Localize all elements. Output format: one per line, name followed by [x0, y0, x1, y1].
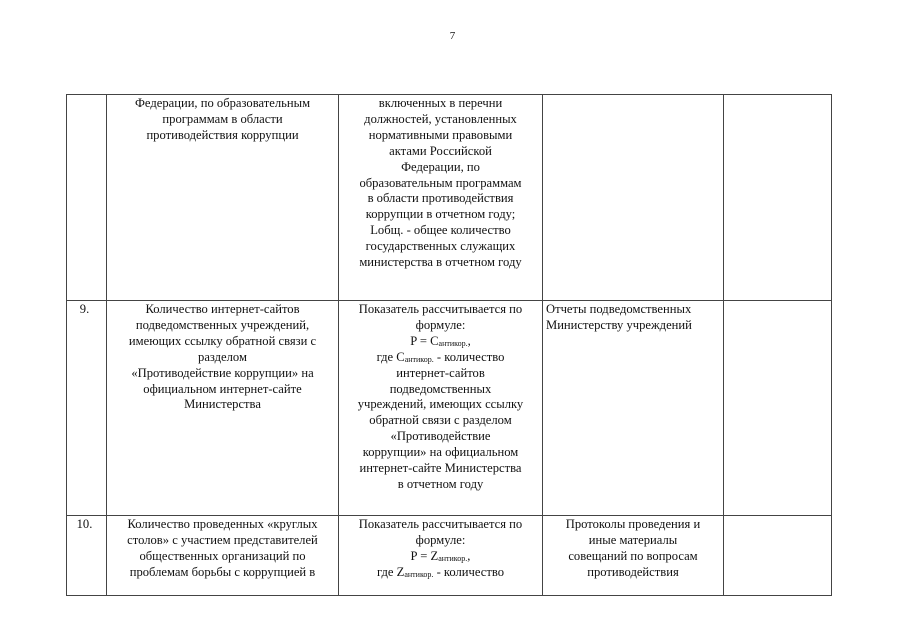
indicator-line: имеющих ссылку обратной связи с — [128, 333, 317, 348]
method-where — [342, 350, 539, 366]
where-subscript: антикор. — [404, 354, 434, 364]
row-number: 10. — [67, 516, 107, 596]
indicator-line: подведомственных учреждений, — [135, 317, 310, 332]
indicator-line: «Противодействие коррупции» на — [131, 365, 314, 380]
formula-suffix: , — [467, 333, 471, 348]
indicator-line: Федерации, по образовательным — [134, 96, 311, 110]
method-line: коррупции в отчетном году; — [365, 207, 516, 222]
indicator-cell — [107, 95, 339, 301]
page-number: 7 — [449, 30, 456, 42]
method-line: актами Российской — [389, 143, 492, 158]
source-line: Отчеты подведомственных — [546, 302, 692, 316]
method-formula — [342, 334, 539, 350]
method-line: в области противодействия — [367, 191, 514, 206]
method-line: включенных в перечни — [378, 96, 503, 110]
method-intro: Показатель рассчитывается по — [358, 302, 523, 316]
where-prefix: где Z — [376, 564, 405, 579]
method-line: образовательным программам — [359, 175, 522, 190]
source-line: иные материалы — [588, 532, 678, 547]
indicator-line: разделом — [198, 349, 247, 364]
formula-subscript: антикор. — [438, 553, 468, 563]
method-intro: формуле: — [415, 532, 466, 547]
indicator-line: официальном интернет-сайте — [143, 381, 302, 396]
method-line: должностей, установленных — [364, 111, 517, 126]
where-suffix: - количество — [433, 564, 505, 579]
method-line: Lобщ. - общее количество — [370, 223, 511, 238]
source-cell — [543, 516, 724, 596]
formula-suffix: , — [467, 548, 471, 563]
where-prefix: где C — [376, 349, 405, 364]
method-formula — [342, 549, 539, 565]
method-line: интернет-сайте Министерства — [359, 461, 522, 476]
indicator-cell — [107, 516, 339, 596]
method-cell — [339, 516, 543, 596]
extra-cell — [724, 95, 832, 301]
method-line: интернет-сайтов — [396, 365, 485, 380]
formula-subscript: антикор. — [438, 338, 468, 348]
indicator-line: Количество интернет-сайтов — [145, 302, 300, 316]
extra-cell — [724, 516, 832, 596]
method-cell — [339, 95, 543, 301]
row-number — [67, 95, 107, 301]
method-cell — [339, 301, 543, 516]
method-line: нормативными правовыми — [368, 127, 513, 142]
method-line: подведомственных — [389, 381, 492, 396]
row-number: 9. — [67, 301, 107, 516]
where-suffix: - количество — [433, 349, 505, 364]
source-cell — [543, 95, 724, 301]
indicator-line: противодействия коррупции — [146, 127, 299, 142]
method-line: обратной связи с разделом — [369, 413, 512, 428]
indicator-cell — [107, 301, 339, 516]
indicators-table — [66, 94, 832, 596]
where-subscript: антикор. — [404, 569, 434, 579]
source-line: противодействия — [587, 564, 679, 579]
method-intro: формуле: — [415, 317, 466, 332]
source-cell — [543, 301, 724, 516]
method-where — [342, 565, 539, 581]
method-line: государственных служащих — [365, 239, 516, 254]
method-line: министерства в отчетном году — [359, 255, 522, 270]
indicator-line: общественных организаций по — [139, 548, 306, 563]
indicator-line: столов» с участием представителей — [127, 532, 318, 547]
formula-prefix: P = Z — [410, 548, 439, 563]
source-line: Министерству учреждений — [546, 317, 692, 332]
source-line: совещаний по вопросам — [568, 548, 698, 563]
method-line: «Противодействие — [390, 429, 491, 444]
method-line: в отчетном году — [397, 476, 484, 491]
formula-prefix: P = C — [410, 333, 439, 348]
method-line: учреждений, имеющих ссылку — [357, 397, 524, 412]
extra-cell — [724, 301, 832, 516]
table-row — [67, 516, 832, 596]
indicator-line: Министерства — [184, 397, 261, 412]
method-intro: Показатель рассчитывается по — [358, 517, 523, 531]
indicator-line: Количество проведенных «круглых — [127, 517, 318, 531]
source-line: Протоколы проведения и — [565, 517, 701, 531]
table-row — [67, 301, 832, 516]
indicator-line: программам в области — [162, 111, 283, 126]
method-line: коррупции» на официальном — [362, 445, 519, 460]
table-row — [67, 95, 832, 301]
indicator-line: проблемам борьбы с коррупцией в — [129, 564, 316, 579]
method-line: Федерации, по — [401, 159, 480, 174]
